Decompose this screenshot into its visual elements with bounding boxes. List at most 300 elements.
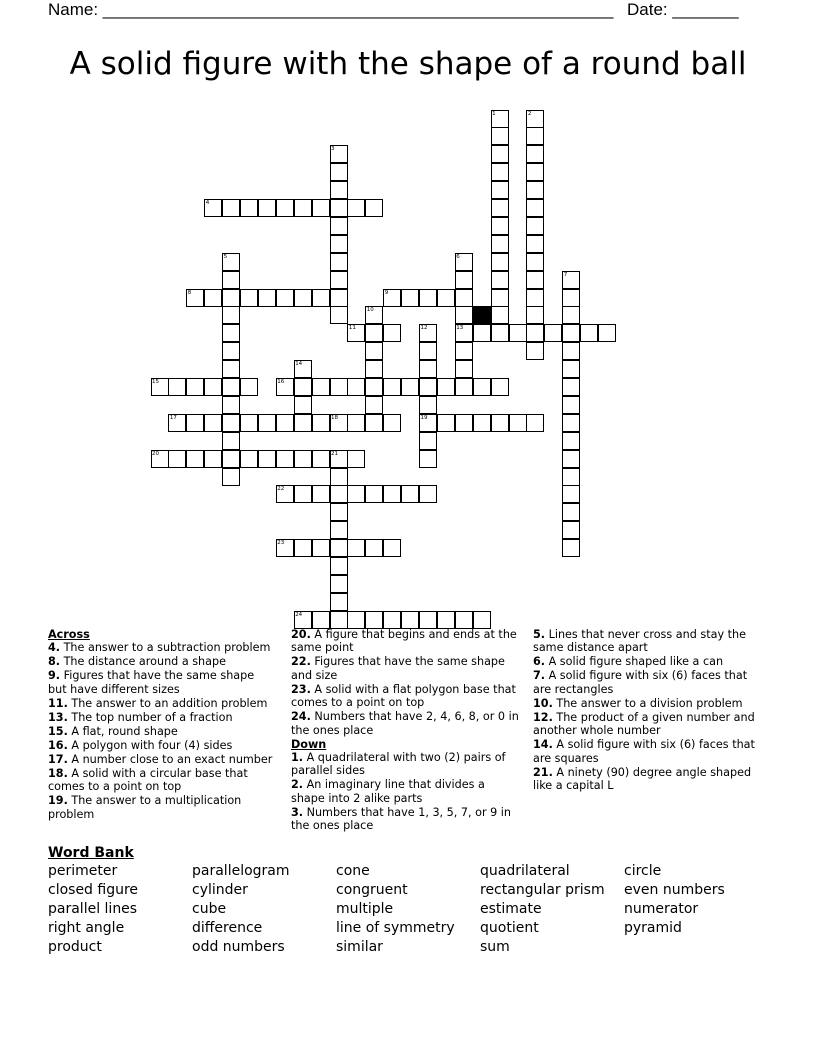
grid-cell[interactable] [491,235,509,253]
word-bank-item: estimate [480,901,542,917]
grid-cell[interactable] [330,163,348,181]
grid-cell[interactable] [562,414,580,432]
clue [533,669,765,696]
grid-cell[interactable] [276,414,294,432]
grid-cell[interactable] [330,378,348,396]
grid-cell[interactable] [562,450,580,468]
name-field-label[interactable]: Name: ______________________________________________________ [48,0,614,19]
grid-cell[interactable] [312,199,330,217]
grid-cell[interactable] [276,289,294,307]
clue [533,655,765,668]
puzzle-title: A solid figure with the shape of a round ball [69,46,747,82]
grid-cell[interactable] [455,414,473,432]
clue-number-label: 19. [48,794,68,808]
grid-cell[interactable] [455,306,473,324]
grid-cell[interactable] [312,450,330,468]
grid-cell[interactable] [330,485,348,503]
grid-cell[interactable] [526,414,544,432]
grid-cell[interactable] [204,414,222,432]
word-bank-item: line of symmetry [336,920,455,936]
clue-text: The distance around a shape [60,655,226,669]
clue-number: 13 [456,325,464,332]
grid-cell[interactable] [473,611,491,629]
clue-number: 2 [527,110,532,117]
word-bank-item: cone [336,863,370,879]
clue-text: A polygon with four (4) sides [67,738,233,752]
grid-cell[interactable] [491,289,509,307]
grid-cell[interactable] [437,414,455,432]
grid-cell[interactable] [222,432,240,450]
grid-cell[interactable] [419,450,437,468]
grid-cell[interactable] [562,396,580,414]
clue [533,711,765,738]
clue-number-label: 2. [291,778,304,792]
grid-cell[interactable] [222,396,240,414]
clue-text: The product of a given number and another whole number [533,710,755,738]
clue-text: The top number of a fraction [67,710,233,724]
clue [533,738,765,765]
grid-cell[interactable] [562,324,580,342]
grid-cell[interactable] [383,324,401,342]
clue-number: 18 [331,414,338,421]
grid-cell[interactable] [240,199,258,217]
word-bank-item: pyramid [624,920,682,936]
grid-cell[interactable] [437,378,455,396]
grid-cell[interactable] [365,324,383,342]
clue-number: 10 [366,307,374,314]
clue-number: 3 [331,146,335,153]
grid-cell[interactable] [312,289,330,307]
word-bank-item: circle [624,863,662,879]
grid-cell[interactable] [258,450,276,468]
clue-number-label: 10. [533,696,553,710]
grid-cell[interactable] [222,271,240,289]
grid-cell[interactable] [222,289,240,307]
grid-cell[interactable] [365,485,383,503]
grid-cell[interactable] [365,396,383,414]
grid-cell[interactable] [544,324,562,342]
grid-cell[interactable] [383,378,401,396]
grid-cell[interactable] [562,432,580,450]
grid-cell[interactable] [312,485,330,503]
clue [48,641,276,654]
grid-cell[interactable] [383,485,401,503]
word-bank-item: sum [480,939,510,955]
clue-number-label: 24. [291,710,311,724]
clue-number-label: 23. [291,682,311,696]
word-bank-title: Word Bank [48,845,134,861]
grid-cell[interactable] [276,199,294,217]
clue-number: 12 [420,325,428,332]
word-bank-item: even numbers [624,882,725,898]
clue-number-label: 18. [48,766,68,780]
grid-cell[interactable] [455,271,473,289]
grid-cell[interactable] [330,539,348,557]
grid-cell[interactable] [526,235,544,253]
grid-cell[interactable] [419,378,437,396]
clue-number: 11 [348,325,356,332]
grid-cell[interactable] [401,289,419,307]
grid-cell[interactable] [204,450,222,468]
grid-cell[interactable] [330,468,348,486]
grid-cell[interactable] [330,253,348,271]
clue-number-label: 16. [48,738,68,752]
grid-cell[interactable] [330,289,348,307]
grid-cell[interactable] [491,378,509,396]
clue-text: A solid with a flat polygon base that comes to a point on top [291,682,516,710]
grid-cell[interactable] [437,289,455,307]
grid-cell[interactable] [186,414,204,432]
clues-column-3 [533,628,765,793]
grid-cell[interactable] [419,396,437,414]
grid-cell[interactable] [562,468,580,486]
word-bank-item: odd numbers [192,939,285,955]
clue [291,778,521,805]
clue-number-label: 5. [533,628,546,641]
clue-text: The answer to a subtraction problem [60,641,271,655]
grid-cell[interactable] [365,342,383,360]
grid-cell[interactable] [347,378,365,396]
grid-cell[interactable] [491,217,509,235]
word-bank-item: multiple [336,901,394,917]
grid-cell[interactable] [204,378,222,396]
grid-cell[interactable] [294,396,312,414]
clue-number-label: 12. [533,710,553,724]
word-bank-item: quadrilateral [480,863,570,879]
grid-cell[interactable] [365,539,383,557]
word-bank-item: parallel lines [48,901,138,917]
word-bank-item: quotient [480,920,539,936]
word-bank-item: parallelogram [192,863,290,879]
grid-cell[interactable] [294,539,312,557]
grid-cell[interactable] [365,414,383,432]
grid-cell[interactable] [294,450,312,468]
grid-cell[interactable] [222,306,240,324]
clue [48,725,276,738]
word-bank-item: congruent [336,882,408,898]
clue-number: 9 [384,289,389,296]
grid-cell[interactable] [330,557,348,575]
clue-number: 14 [295,361,303,368]
word-bank-item: similar [336,939,383,955]
grid-cell[interactable] [562,521,580,539]
grid-cell[interactable] [455,378,473,396]
grid-cell[interactable] [455,289,473,307]
clue-text: An imaginary line that divides a shape into 2 alike parts [291,778,485,805]
clue [291,683,521,710]
clue-number: 1 [492,110,496,117]
clue-text: A figure that begins and ends at the same point [291,628,517,655]
grid-cell[interactable] [186,450,204,468]
grid-cell[interactable] [222,414,240,432]
grid-cell[interactable] [401,485,419,503]
grid-cell[interactable] [240,289,258,307]
clue-number-label: 3. [291,805,304,819]
clue-number-label: 11. [48,696,68,710]
grid-cell[interactable] [562,503,580,521]
clue-text: A ninety (90) degree angle shaped like a capital L [533,765,752,793]
grid-cell[interactable] [222,378,240,396]
clue-number-label: 15. [48,724,68,738]
clue-number: 19 [420,414,428,421]
grid-cell[interactable] [562,342,580,360]
clue [291,806,521,833]
grid-cell[interactable] [294,485,312,503]
clue-number: 20 [152,450,159,457]
grid-cell[interactable] [222,360,240,378]
clue-number-label: 4. [48,641,61,655]
across-heading: Across [48,628,90,641]
grid-cell[interactable] [419,432,437,450]
grid-cell[interactable] [526,199,544,217]
grid-cell[interactable] [455,360,473,378]
clue-text: Figures that have the same shape but have different sizes [48,669,255,696]
clue-text: A flat, round shape [67,724,178,738]
grid-cell[interactable] [276,450,294,468]
clues-column-1 [48,628,276,822]
grid-cell[interactable] [222,468,240,486]
grid-cell[interactable] [330,235,348,253]
grid-cell[interactable] [312,539,330,557]
clue [48,753,276,766]
grid-cell[interactable] [491,253,509,271]
grid-cell[interactable] [455,611,473,629]
grid-cell[interactable] [419,360,437,378]
grid-cell[interactable] [526,324,544,342]
word-bank-item: difference [192,920,263,936]
grid-cell[interactable] [330,217,348,235]
clue-text: Numbers that have 1, 3, 5, 7, or 9 in the ones place [291,805,512,833]
grid-cell[interactable] [383,611,401,629]
date-field-label[interactable]: Date: _______ [627,0,739,19]
grid-cell[interactable] [365,360,383,378]
grid-cell[interactable] [222,450,240,468]
word-bank-item: numerator [624,901,699,917]
grid-cell[interactable] [509,414,527,432]
clue-text: The answer to a division problem [552,696,743,710]
grid-cell[interactable] [365,611,383,629]
clue-number-label: 20. [291,628,311,641]
clue-number-label: 13. [48,710,68,724]
word-bank-item: closed figure [48,882,139,898]
grid-cell[interactable] [509,324,527,342]
clue-number-label: 14. [533,738,553,752]
word-bank-item: rectangular prism [480,882,605,898]
clue [48,669,276,696]
grid-cell[interactable] [330,575,348,593]
grid-cell[interactable] [383,414,401,432]
clue-number-label: 9. [48,669,61,683]
clue [291,751,521,778]
clue-number: 23 [277,540,285,547]
clue-text: A quadrilateral with two (2) pairs of parallel sides [291,751,506,778]
clue-number: 6 [456,253,460,260]
clue-number: 8 [187,289,192,296]
word-bank-item: perimeter [48,863,118,879]
grid-cell[interactable] [330,181,348,199]
grid-cell[interactable] [562,378,580,396]
clue-text: The answer to a multiplication problem [48,794,242,821]
clue-text: Figures that have the same shape and size [291,655,505,682]
grid-cell[interactable] [562,485,580,503]
clue [48,794,276,821]
grid-cell[interactable] [473,324,491,342]
down-heading: Down [291,737,327,751]
clue [48,697,276,710]
grid-cell[interactable] [437,611,455,629]
grid-cell[interactable] [526,289,544,307]
grid-cell[interactable] [347,199,365,217]
clue-text: A solid figure shaped like a can [545,655,724,669]
black-square [473,306,491,324]
clue-number: 21 [331,450,338,457]
grid-cell[interactable] [294,414,312,432]
grid-cell[interactable] [491,414,509,432]
grid-cell[interactable] [562,360,580,378]
grid-cell[interactable] [526,342,544,360]
grid-cell[interactable] [294,199,312,217]
grid-cell[interactable] [491,145,509,163]
grid-cell[interactable] [526,253,544,271]
clue-text: A solid figure with six (6) faces that are squares [533,738,755,765]
grid-cell[interactable] [347,450,365,468]
grid-cell[interactable] [419,342,437,360]
grid-cell[interactable] [580,324,598,342]
grid-cell[interactable] [491,127,509,145]
grid-cell[interactable] [312,414,330,432]
clue-text: A number close to an exact number [67,752,273,766]
grid-cell[interactable] [312,378,330,396]
grid-cell[interactable] [419,485,437,503]
clue [48,739,276,752]
clue-number: 5 [223,253,228,260]
grid-cell[interactable] [526,127,544,145]
clue [291,710,521,737]
clue-number-label: 7. [533,669,546,683]
clue-text: A solid figure with six (6) faces that are rectangles [533,669,748,696]
clue-number-label: 8. [48,655,61,669]
grid-cell[interactable] [383,539,401,557]
grid-cell[interactable] [526,163,544,181]
grid-cell[interactable] [168,450,186,468]
clue-number-label: 21. [533,765,553,779]
clue [291,655,521,682]
grid-cell[interactable] [526,181,544,199]
grid-cell[interactable] [491,271,509,289]
grid-cell[interactable] [330,611,348,629]
grid-cell[interactable] [526,217,544,235]
grid-cell[interactable] [491,181,509,199]
clue [533,697,765,710]
clue-number-label: 17. [48,752,68,766]
clue-number-label: 6. [533,655,546,669]
clue-number: 24 [295,611,303,618]
grid-cell[interactable] [473,414,491,432]
clue-number: 17 [169,414,177,421]
grid-cell[interactable] [562,306,580,324]
grid-cell[interactable] [419,611,437,629]
clue [48,711,276,724]
clue-text: A solid with a circular base that comes to a point on top [48,766,248,794]
grid-cell[interactable] [294,289,312,307]
word-bank-item: product [48,939,102,955]
clue [48,655,276,668]
grid-cell[interactable] [419,289,437,307]
grid-cell[interactable] [365,378,383,396]
grid-cell[interactable] [222,199,240,217]
grid-cell[interactable] [168,378,186,396]
grid-cell[interactable] [491,306,509,324]
clue [533,766,765,793]
grid-cell[interactable] [365,199,383,217]
grid-cell[interactable] [222,324,240,342]
clue-text: Lines that never cross and stay the same distance apart [533,628,746,655]
grid-cell[interactable] [240,378,258,396]
grid-cell[interactable] [526,145,544,163]
grid-cell[interactable] [562,539,580,557]
clue-number-label: 1. [291,751,304,765]
word-bank-item: cube [192,901,227,917]
clues-column-2 [291,628,521,833]
grid-cell[interactable] [598,324,616,342]
clue-number: 22 [277,486,285,493]
grid-cell[interactable] [240,414,258,432]
clue-number: 15 [152,379,159,385]
grid-cell[interactable] [347,414,365,432]
clue [48,767,276,794]
grid-cell[interactable] [473,378,491,396]
clue-number: 16 [277,379,285,385]
grid-cell[interactable] [526,271,544,289]
grid-cell[interactable] [526,306,544,324]
clue-text: The answer to an addition problem [67,696,268,710]
grid-cell[interactable] [330,271,348,289]
word-bank-item: cylinder [192,882,248,898]
grid-cell[interactable] [401,378,419,396]
grid-cell[interactable] [222,342,240,360]
clue-number: 7 [563,271,568,278]
clue-text: Numbers that have 2, 4, 6, 8, or 0 in the ones place [291,710,519,737]
clue-number-label: 22. [291,655,311,669]
grid-cell[interactable] [491,199,509,217]
grid-cell[interactable] [330,199,348,217]
grid-cell[interactable] [258,414,276,432]
grid-cell[interactable] [294,378,312,396]
grid-cell[interactable] [491,163,509,181]
grid-cell[interactable] [401,611,419,629]
grid-cell[interactable] [312,611,330,629]
grid-cell[interactable] [330,306,348,324]
grid-cell[interactable] [258,289,276,307]
grid-cell[interactable] [240,450,258,468]
word-bank-item: right angle [48,920,125,936]
clue [291,628,521,655]
grid-cell[interactable] [186,378,204,396]
grid-cell[interactable] [347,485,365,503]
clue [533,628,765,655]
grid-cell[interactable] [204,289,222,307]
grid-cell[interactable] [258,199,276,217]
grid-cell[interactable] [347,611,365,629]
grid-cell[interactable] [330,593,348,611]
grid-cell[interactable] [562,289,580,307]
grid-cell[interactable] [455,342,473,360]
grid-cell[interactable] [347,539,365,557]
grid-cell[interactable] [330,521,348,539]
grid-cell[interactable] [491,324,509,342]
grid-cell[interactable] [330,503,348,521]
clue-number: 4 [205,200,210,206]
